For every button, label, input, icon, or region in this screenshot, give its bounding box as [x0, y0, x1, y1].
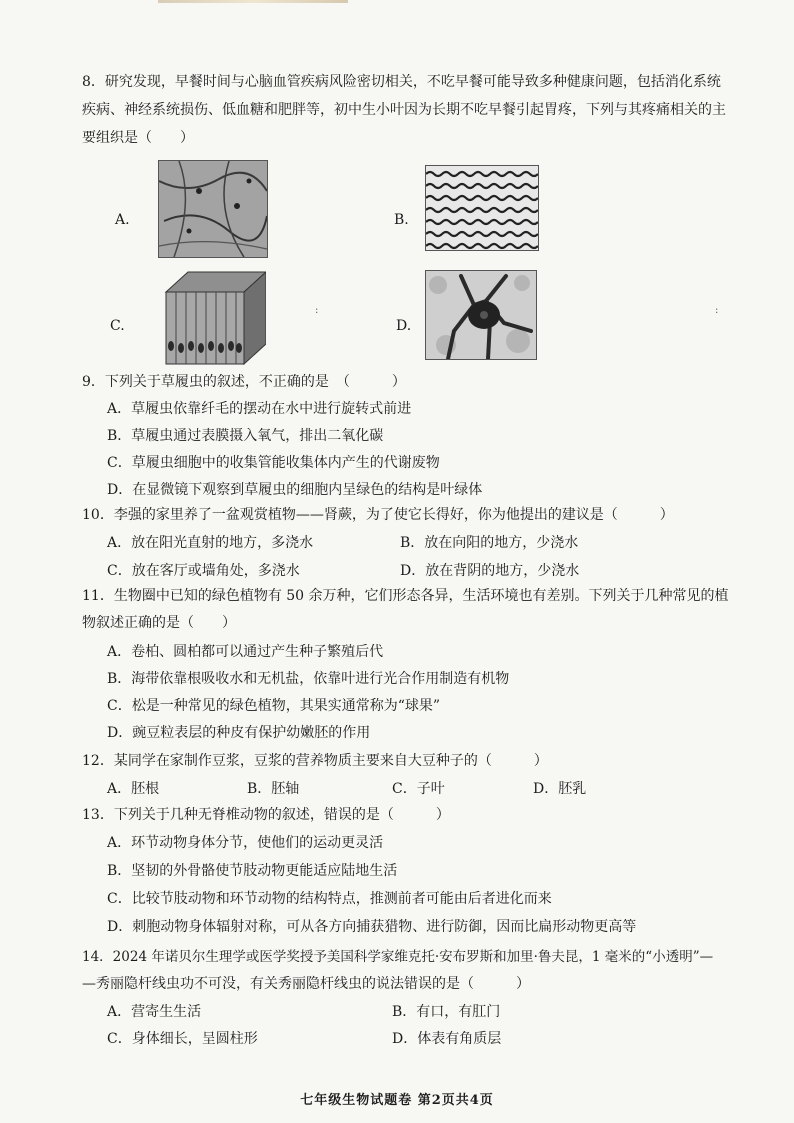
q11-option-c: C．松是一种常见的绿色植物，其果实通常称为“球果”	[107, 698, 441, 714]
scan-speck: :	[315, 305, 319, 316]
q12-stem: 12．某同学在家制作豆浆，豆浆的营养物质主要来自大豆种子的（ ）	[82, 753, 548, 769]
q10-option-a: A．放在阳光直射的地方，多浇水	[107, 535, 314, 551]
q13-option-a: A．环节动物身体分节，使他们的运动更灵活	[107, 835, 384, 851]
q11-line-2: 物叙述正确的是（ ）	[82, 615, 236, 631]
q8-option-d-image-nerve-tissue	[425, 270, 537, 360]
q8-option-d-label: D.	[396, 318, 412, 334]
q10-option-d: D．放在背阴的地方，少浇水	[400, 563, 580, 579]
q13-option-c: C．比较节肢动物和环节动物的结构特点，推测前者可能由后者进化而来	[107, 891, 552, 907]
q9-option-d: D．在显微镜下观察到草履虫的细胞内呈绿色的结构是叶绿体	[107, 482, 483, 498]
q11-option-b: B．海带依靠根吸收水和无机盐，依靠叶进行光合作用制造有机物	[107, 671, 510, 687]
q10-option-c: C．放在客厅或墙角处，多浇水	[107, 563, 300, 579]
q12-option-c: C．子叶	[392, 781, 445, 797]
q8-option-b-label: B.	[394, 212, 409, 228]
q11-option-d: D．豌豆粒表层的种皮有保护幼嫩胚的作用	[107, 725, 371, 741]
q8-option-b-image-muscle-tissue	[425, 165, 539, 251]
q10-stem: 10．李强的家里养了一盆观赏植物——肾蕨，为了使它长得好，你为他提出的建议是（ ）	[82, 507, 674, 523]
q14-line-1: 14．2024 年诺贝尔生理学或医学奖授予美国科学家维克托·安布罗斯和加里·鲁夫昆，1 毫米的“小透明”—	[82, 949, 714, 965]
q10-option-b: B．放在向阳的地方，少浇水	[400, 535, 579, 551]
page-footer: 七年级生物试题卷 第2页共4页	[300, 1093, 494, 1108]
q14-option-c: C．身体细长，呈圆柱形	[107, 1031, 258, 1047]
q13-option-d: D．刺胞动物身体辐射对称，可从各方向捕获猎物、进行防御，因而比扁形动物更高等	[107, 919, 637, 935]
q13-stem: 13．下列关于几种无脊椎动物的叙述，错误的是（ ）	[82, 807, 450, 823]
q12-option-d: D．胚乳	[533, 781, 587, 797]
q14-option-b: B．有口，有肛门	[392, 1004, 501, 1020]
q11-option-a: A．卷柏、圆柏都可以通过产生种子繁殖后代	[107, 644, 384, 660]
q12-option-a: A．胚根	[107, 781, 160, 797]
q14-option-a: A．营寄生生活	[107, 1004, 202, 1020]
q8-line-2: 疾病、神经系统损伤、低血糖和肥胖等，初中生小叶因为长期不吃早餐引起胃疼，下列与其疼痛相关的主	[82, 102, 726, 118]
q8-option-c-label: C.	[110, 318, 125, 334]
q14-line-2: —秀丽隐杆线虫功不可没，有关秀丽隐杆线虫的说法错误的是（ ）	[82, 976, 530, 992]
q8-option-a-image-connective-tissue	[158, 160, 268, 258]
q8-line-1: 8．研究发现，早餐时间与心脑血管疾病风险密切相关，不吃早餐可能导致多种健康问题，包括消化系统	[82, 74, 721, 90]
q14-option-d: D．体表有角质层	[392, 1031, 502, 1047]
q8-option-a-label: A.	[115, 212, 130, 228]
q9-option-a: A．草履虫依靠纤毛的摆动在水中进行旋转式前进	[107, 401, 412, 417]
q12-option-b: B．胚轴	[247, 781, 300, 797]
q8-option-c-image-epithelial-tissue	[158, 270, 266, 366]
q9-stem: 9．下列关于草履虫的叙述，不正确的是 （ ）	[82, 374, 406, 390]
q9-option-c: C．草履虫细胞中的收集管能收集体内产生的代谢废物	[107, 455, 440, 471]
q11-line-1: 11．生物圈中已知的绿色植物有 50 余万种，它们形态各异，生活环境也有差别。下列关于几种常见的植	[82, 588, 729, 604]
q9-option-b: B．草履虫通过表膜摄入氧气，排出二氧化碳	[107, 428, 384, 444]
scan-speck: :	[715, 305, 719, 316]
q13-option-b: B．坚韧的外骨骼使节肢动物更能适应陆地生活	[107, 863, 398, 879]
scan-edge-artifact	[158, 0, 348, 3]
q8-line-3: 要组织是（ ）	[82, 130, 194, 146]
